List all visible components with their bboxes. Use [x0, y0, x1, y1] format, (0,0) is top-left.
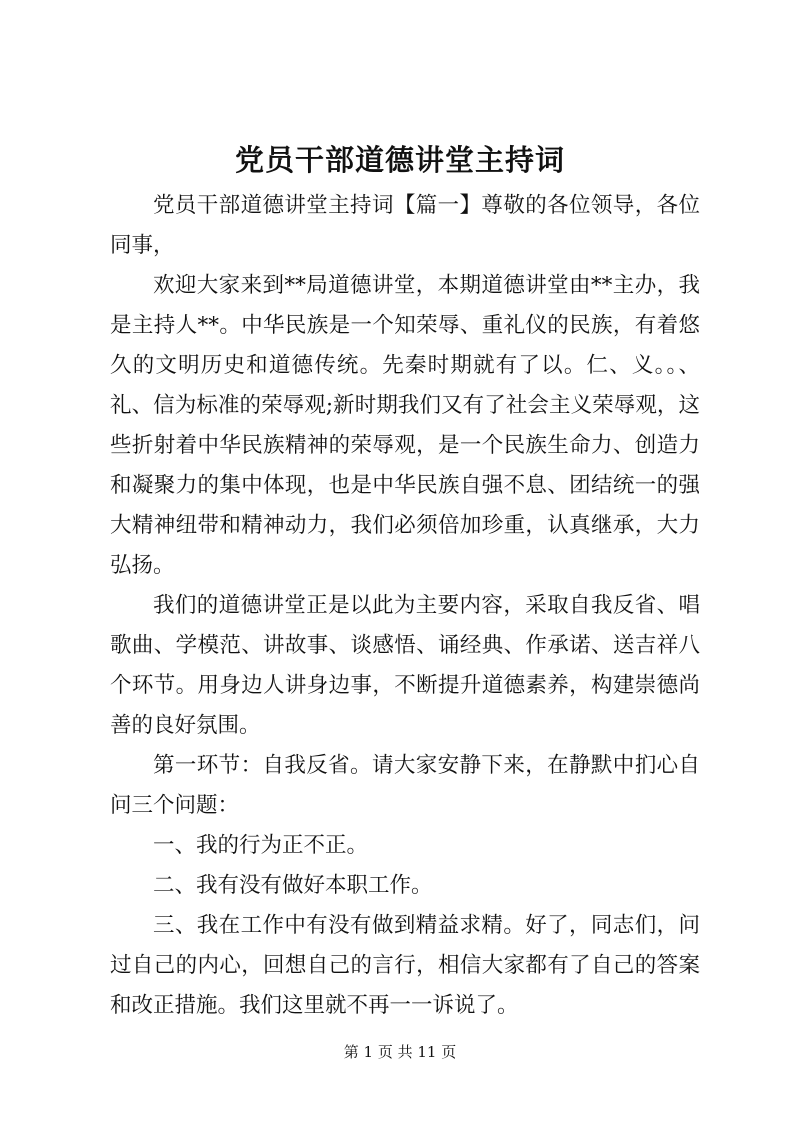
- paragraph: 欢迎大家来到**局道德讲堂，本期道德讲堂由**主办，我是主持人**。中华民族是一个知荣辱、重礼仪的民族，有着悠久的文明历史和道德传统。先秦时期就有了以。仁、义。。、礼、信为标准的荣辱观;新时期我们又有了社会主义荣辱观，这些折射着中华民族精神的荣辱观，是一个民族生命力、创造力和凝聚力的集中体现，也是中华民族自强不息、团结统一的强大精神纽带和精神动力，我们必须倍加珍重，认真继承，大力弘扬。: [110, 273, 700, 578]
- paragraph: 三、我在工作中有没有做到精益求精。好了，同志们，问过自己的内心，回想自己的言行，相信大家都有了自己的答案和改正措施。我们这里就不再一一诉说了。: [110, 913, 700, 1018]
- document-title: 党员干部道德讲堂主持词: [234, 143, 565, 177]
- document-body: [110, 186, 700, 1026]
- paragraph: 二、我有没有做好本职工作。: [153, 873, 433, 898]
- paragraph: 第一环节：自我反省。请大家安静下来，在静默中扪心自问三个问题：: [110, 753, 700, 818]
- paragraph: 党员干部道德讲堂主持词【篇一】尊敬的各位领导，各位同事，: [110, 193, 700, 258]
- paragraph: 我们的道德讲堂正是以此为主要内容，采取自我反省、唱歌曲、学模范、讲故事、谈感悟、诵经典、作承诺、送吉祥八个环节。用身边人讲身边事，不断提升道德素养，构建崇德尚善的良好氛围。: [110, 593, 700, 738]
- page-number-footer: 第 1 页 共 11 页: [343, 1043, 457, 1061]
- paragraph: 一、我的行为正不正。: [153, 833, 369, 858]
